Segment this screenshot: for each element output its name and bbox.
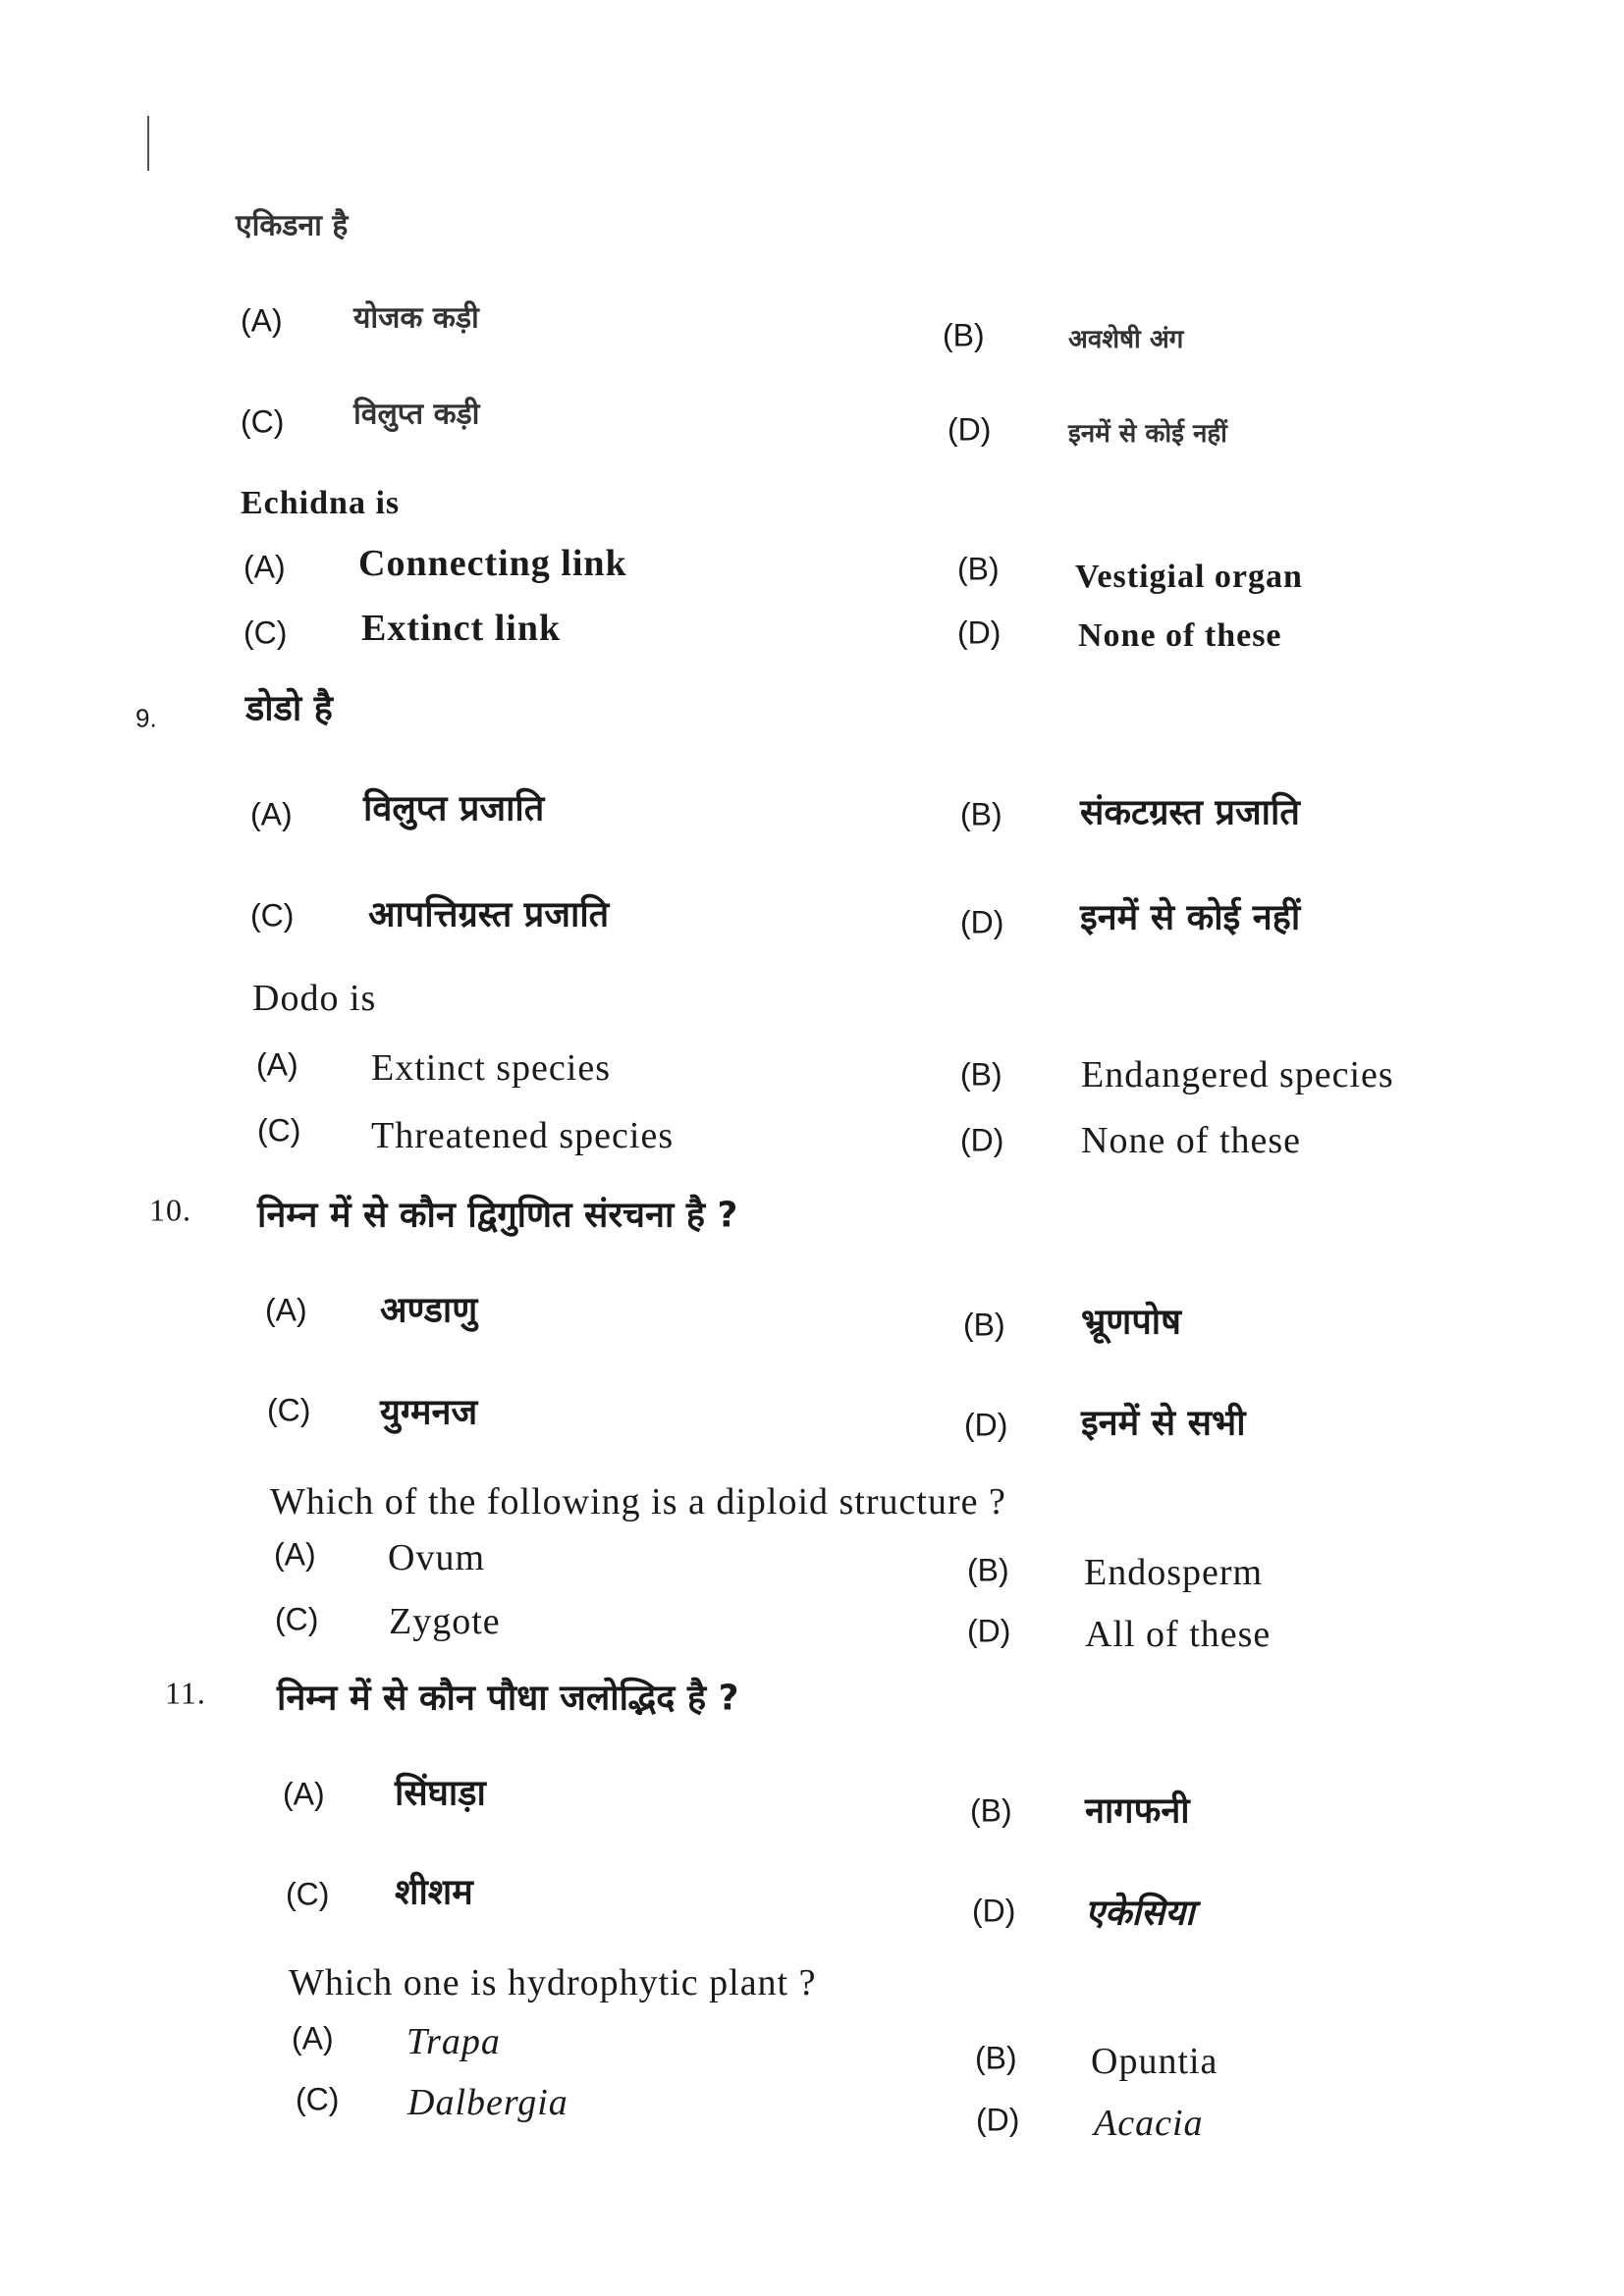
q10-hindi-question: निम्न में से कौन द्विगुणित संरचना है ? bbox=[257, 1195, 738, 1236]
q9-english-option-a: Extinct species bbox=[371, 1047, 611, 1089]
q10-english-option-c: Zygote bbox=[389, 1601, 501, 1642]
q11-number: 11. bbox=[165, 1675, 206, 1711]
option-label: (B) bbox=[975, 2040, 1017, 2076]
option-label: (B) bbox=[970, 1792, 1012, 1829]
q9-number: 9. bbox=[135, 703, 157, 733]
option-label: (A) bbox=[265, 1292, 307, 1328]
option-label: (C) bbox=[241, 403, 285, 440]
q8-english-option-b: Vestigial organ bbox=[1075, 559, 1303, 595]
q10-hindi-option-a: अण्डाणु bbox=[380, 1290, 478, 1331]
option-label: (A) bbox=[250, 796, 293, 832]
q11-english-option-d: Acacia bbox=[1094, 2103, 1204, 2144]
option-label: (D) bbox=[957, 614, 1001, 651]
q11-hindi-option-d: एकेसिया bbox=[1085, 1893, 1195, 1934]
option-label: (A) bbox=[283, 1776, 325, 1812]
option-label: (B) bbox=[957, 551, 1000, 587]
q11-hindi-option-c: शीशम bbox=[395, 1872, 473, 1913]
option-label: (C) bbox=[286, 1876, 330, 1912]
option-label: (D) bbox=[960, 1122, 1004, 1158]
q10-hindi-option-d: इनमें से सभी bbox=[1081, 1403, 1246, 1444]
option-label: (A) bbox=[256, 1046, 298, 1083]
option-label: (C) bbox=[257, 1112, 301, 1148]
q9-hindi-option-d: इनमें से कोई नहीं bbox=[1080, 897, 1301, 938]
option-label: (B) bbox=[960, 1056, 1002, 1093]
option-label: (D) bbox=[964, 1407, 1008, 1443]
option-label: (C) bbox=[275, 1601, 319, 1637]
option-label: (A) bbox=[244, 549, 286, 585]
option-label: (A) bbox=[292, 2020, 334, 2056]
q9-english-option-c: Threatened species bbox=[371, 1115, 675, 1156]
option-label: (D) bbox=[976, 2102, 1020, 2138]
option-label: (D) bbox=[972, 1893, 1016, 1929]
q10-english-question: Which of the following is a diploid structure ? bbox=[270, 1481, 1006, 1522]
q8-hindi-question: एकिडना है bbox=[236, 208, 349, 243]
option-label: (D) bbox=[967, 1613, 1011, 1649]
q8-english-option-a: Connecting link bbox=[358, 543, 627, 584]
option-label: (B) bbox=[967, 1552, 1009, 1588]
q11-hindi-option-a: सिंघाड़ा bbox=[395, 1773, 486, 1814]
option-label: (D) bbox=[960, 904, 1004, 940]
q8-hindi-option-c: विलुप्त कड़ी bbox=[353, 397, 480, 432]
q9-english-option-b: Endangered species bbox=[1081, 1054, 1394, 1095]
option-label: (B) bbox=[963, 1307, 1005, 1343]
q10-hindi-option-b: भ्रूणपोष bbox=[1081, 1302, 1181, 1343]
margin-mark bbox=[147, 116, 149, 171]
q9-hindi-question: डोडो है bbox=[245, 688, 333, 729]
q11-english-option-a: Trapa bbox=[406, 2021, 501, 2062]
q9-english-option-d: None of these bbox=[1081, 1120, 1302, 1161]
q8-hindi-option-d: इनमें से कोई नहीं bbox=[1068, 419, 1227, 449]
q10-number: 10. bbox=[149, 1192, 191, 1228]
q11-english-option-b: Opuntia bbox=[1091, 2041, 1218, 2082]
q11-english-question: Which one is hydrophytic plant ? bbox=[289, 1962, 817, 2003]
q9-hindi-option-b: संकटग्रस्त प्रजाति bbox=[1080, 792, 1300, 833]
q9-hindi-option-c: आपत्तिग्रस्त प्रजाति bbox=[368, 894, 610, 935]
q8-english-option-d: None of these bbox=[1078, 617, 1282, 654]
option-label: (C) bbox=[250, 897, 295, 934]
option-label: (C) bbox=[267, 1392, 311, 1428]
q11-english-option-c: Dalbergia bbox=[407, 2082, 568, 2123]
q10-english-option-d: All of these bbox=[1085, 1614, 1272, 1655]
q8-english-question: Echidna is bbox=[241, 485, 401, 521]
q9-english-question: Dodo is bbox=[252, 978, 377, 1019]
option-label: (C) bbox=[296, 2081, 340, 2117]
q10-english-option-b: Endosperm bbox=[1084, 1552, 1264, 1593]
q10-english-option-a: Ovum bbox=[388, 1537, 485, 1578]
option-label: (A) bbox=[241, 302, 283, 339]
q11-hindi-option-b: नागफनी bbox=[1085, 1790, 1190, 1832]
option-label: (B) bbox=[943, 317, 985, 353]
option-label: (C) bbox=[244, 614, 288, 651]
option-label: (D) bbox=[947, 411, 992, 448]
q11-hindi-question: निम्न में से कौन पौधा जलोद्भिद है ? bbox=[277, 1678, 739, 1719]
q8-hindi-option-b: अवशेषी अंग bbox=[1068, 325, 1184, 354]
option-label: (B) bbox=[960, 796, 1002, 832]
q8-english-option-c: Extinct link bbox=[361, 608, 562, 649]
option-label: (A) bbox=[274, 1536, 316, 1573]
q9-hindi-option-a: विलुप्त प्रजाति bbox=[363, 788, 545, 829]
q8-hindi-option-a: योजक कड़ी bbox=[353, 300, 479, 336]
q10-hindi-option-c: युग्मनज bbox=[380, 1392, 478, 1433]
